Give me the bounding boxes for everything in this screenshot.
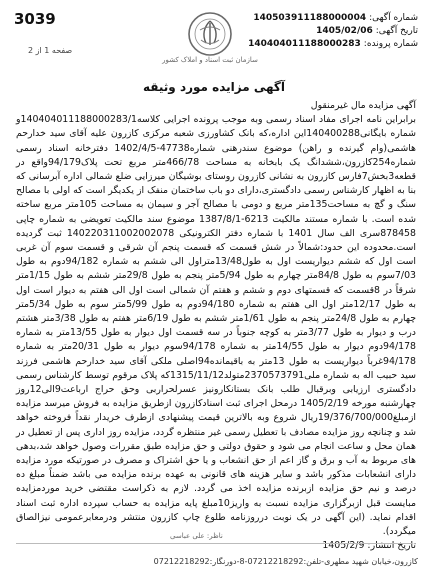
meta-notice-date (268, 25, 418, 38)
signature: ناظر: علی عباسی (170, 532, 223, 540)
document-number: 3039 (14, 10, 56, 28)
emblem-caption: سازمان ثبت اسناد و املاک کشور (162, 56, 258, 64)
meta-value: 1405/02/06 (316, 26, 373, 36)
meta-value: 140503911188000004 (253, 13, 367, 23)
footer-address: کازرون،خیابان شهید مطهری-تلفن:07212218292-8-دورنگار:07212218292 (153, 557, 418, 566)
meta-value: 140404011188000283 (248, 39, 361, 49)
body-heading: آگهی مزایده مال غیرمنقول (310, 100, 416, 111)
notice-body (16, 99, 416, 554)
notice-title: آگهی مزایده مورد وثیقه (142, 80, 285, 94)
footer-divider (16, 543, 412, 544)
notice-meta (248, 12, 418, 51)
meta-label: شماره پرونده: (363, 39, 418, 49)
body-paragraph: برابراین نامه اجرای مفاد اسناد رسمی وبه موجب پرونده اجرایی کلاسه140404011188000283/1و شماره بایگانی140400288این اداره،که بانک کشاورزی شعبه مرکزی کازرون علیه آقای سید خدارحم هاشمی(وام گیرنده و راهن) موضوع سندرهنی شماره47738-1402/4/5 دفترخانه اسناد رسمی شماره254کازرون،ششدانگ یک بابخانه به مساحت 466/78متر مربع تحت پلاک94/179واقع در قطعه3بخش7فارس کازرون به نشانی کازرون روستای بوشیگان میرزایی ضلع شمالی اداره آبرسانی که بنا به اظهار کارشناس رسمی دادگستری،دارای دو باب ساختمان منفک از یکدیگر است که اولی با مصالح سنگ و گچ به مساحت135متر مربع و دومی با مصالح آجر و سیمان به مساحت 105متر مربع ساخته شده است. با شماره مستند مالکیت 6213-1387/8/1 موضوع سند مالکیت تعویضی به شماره چاپی 878458سری الف سال 1401 با شماره دفتر الکترونیکی 140220311002002078 ثبت گردیده است.محدوده این حدود:شمالاً در شش قسمت که قسمت پنجم آن شرقی و قسمت سوم آن غربی است اول که ششم دیواریست اول به طول13/48متراول الی ششم به شماره 94/182دوم به طول 7/03سوم به طول 84/8متر چهارم به طول 5/94متر پنجم به طول 29/8متر ششم به طول 1/15متر شرقاً در 8قسمت که قسمتهای دوم و ششم و هفتم آن شمالی است اول الی هفتم به دیوار است اول به طول 12/17متر اول الی هفتم به شماره 94/180دوم به طول 5/99متر سوم به طول 5/34متر چهارم به طول 24/8متر پنجم به طول 1/61متر ششم به طول 6/19متر هفتم به طول 3/38متر هشتم درب و دیوار به طول 3/77متر به کوچه جنوباً در سه قسمت اول دیوار به طول 13/55متر به شماره 94/178دوم دیوار به طول 14/55متر به شماره 94/178سوم دیوار به طول 20/31متر به شماره 94/178غرباً دیواریست به طول 13متر به باقیمانده94اصلی ملکی آقای سید خدارحم هاشمی فرزند سید حبیب اله به شماره ملی2370573791متولد1315/11/12که پلاک مرقوم توسط کارشناس رسمی دادگستری ارزیابی وبرقبال طلب بانک بستانکارونیز عسرلحراربی وحق حراج ارباعت9الی12روز چهارشنبه مورخه 1405/2/19 درمحل اجرای ثبت اسنادکازرون ازطریق مزایده به فروش میرسد مزایده ازمبلغ19/376/700/000ریال شروع وبه بالاترین قیمت پیشنهادی ازطرف خریدار نقداً فروخته خواهد شد و چنانچه روز مزایده مصادف با تعطیل رسمی غیر منتظره گردد، مزایده روز اداری پس از تعطیل در همان محل و ساعت انجام می شود و حقوق دولتی و حق مزایده طبق مقررات وصول خواهد شد،بدهی های مربوط به آب و برق و گاز اعم از حق انشعاب و یا حق اشتراک و مصرف در صورتیکه مورد مزایده دارای انشعابات مذکور باشد و سایر هزینه های قانونی به عهده برنده مزایده می باشد ضمناً مبلغ ده درصد و نیم حق مزایده ازبرنده مزایده اخذ می گردد. لازم به ذکراست مقتضی خرید موردمزایده مبایست قبل ازبرگزاری مزایده نسبت به واریز10مبلغ پایه مزایده به حساب سپرده اداره ثبت اسناد اقدام نماید. (این آگهی در یک نوبت درروزنامه طلوع چاپ کازرون منتشر ودرمعابرعمومی نیزالصاق میگردد). (16, 114, 417, 538)
meta-case-number (248, 38, 418, 51)
page-counter: صفحه 1 از 2 (28, 46, 73, 55)
emblem-icon (186, 10, 234, 58)
meta-label: تاریخ آگهی: (375, 26, 418, 36)
publication-date: تاریخ انتشار: 1405/2/9 (322, 540, 416, 552)
meta-label: شماره آگهی: (369, 13, 418, 23)
meta-notice-number (253, 12, 418, 25)
